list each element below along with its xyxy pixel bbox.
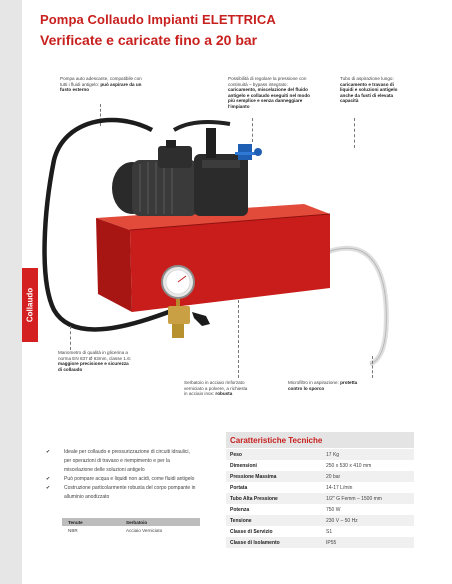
callout-filter-leader bbox=[372, 356, 373, 378]
tank-front bbox=[130, 214, 330, 312]
page-title: Pompa Collaudo Impianti ELETTRICA bbox=[40, 12, 276, 27]
callout-gauge bbox=[58, 350, 132, 372]
spec-value: 20 bar bbox=[326, 473, 341, 480]
feature-line bbox=[44, 457, 226, 466]
spec-label: Portata bbox=[230, 484, 248, 491]
feature-line bbox=[44, 493, 226, 502]
motor-body bbox=[132, 160, 198, 216]
materials-header-seals: Tenute bbox=[68, 519, 83, 525]
callout-gauge-text: Manometro di qualità in glicerina a norma EN 837 Ø 63mm, classe 1.6: bbox=[58, 350, 132, 361]
table-row bbox=[62, 526, 200, 535]
spec-label: Classe di Servizio bbox=[230, 528, 273, 535]
table-row bbox=[226, 493, 414, 504]
specs-table bbox=[226, 449, 414, 548]
spec-label: Tensione bbox=[230, 517, 252, 524]
valve-handle bbox=[192, 312, 210, 326]
regulator-cap bbox=[254, 148, 262, 156]
tank-side bbox=[96, 218, 132, 312]
feature-text: Costruzione particolarmente robusta del corpo pompante in bbox=[64, 485, 196, 491]
feature-text: Può pompare acqua e liquidi non acidi, come fluidi antigelo bbox=[64, 476, 195, 482]
spec-label: Pressione Massima bbox=[230, 473, 277, 480]
feature-list bbox=[44, 448, 226, 502]
table-row bbox=[226, 460, 414, 471]
materials-cell-tank: Acciaio Verniciato bbox=[126, 528, 163, 533]
spec-label: Dimensioni bbox=[230, 462, 257, 469]
feature-line bbox=[44, 448, 226, 457]
table-row bbox=[226, 471, 414, 482]
callout-filter-bold: protetta contro lo sporco bbox=[288, 380, 358, 391]
spec-value: 1/2" G Femm – 1500 mm bbox=[326, 495, 382, 502]
page-subtitle: Verificate e caricate fino a 20 bar bbox=[40, 32, 258, 48]
page-left-border bbox=[0, 0, 22, 584]
callout-pump bbox=[60, 76, 144, 93]
spec-value: 750 W bbox=[326, 506, 341, 513]
materials-header-tank: Serbatoio bbox=[126, 519, 148, 525]
table-row bbox=[226, 449, 414, 460]
table-row bbox=[226, 537, 414, 548]
callout-tank-bold: robusta bbox=[215, 391, 233, 397]
check-icon: ✔ bbox=[46, 485, 51, 491]
callout-gauge-leader bbox=[70, 326, 71, 350]
feature-text: miscelazione delle soluzioni antigelo bbox=[64, 467, 145, 473]
callout-regulator-text: Possibilità di regolare la pressione con continuità – bypass integrato: bbox=[228, 76, 307, 87]
callout-intake-bold: caricamento e travaso di liquidi e soluzioni antigelo anche da fusti di elevata capacità bbox=[340, 81, 398, 104]
spec-value: 14-17 L/min bbox=[326, 484, 353, 491]
check-icon: ✔ bbox=[46, 476, 51, 482]
materials-table bbox=[62, 518, 200, 535]
brass-outlet bbox=[172, 324, 184, 338]
feature-text: alluminio anodizzato bbox=[64, 494, 110, 500]
feature-text: per operazioni di travaso e riempimento e per la bbox=[64, 458, 170, 464]
materials-table-header bbox=[62, 518, 200, 526]
table-row bbox=[226, 526, 414, 537]
pump-head-rib bbox=[202, 160, 240, 168]
callout-filter-text: Microfiltro in aspirazione: bbox=[288, 380, 339, 385]
materials-cell-seals: NBR bbox=[68, 528, 78, 533]
feature-line bbox=[44, 466, 226, 475]
brass-valve bbox=[168, 306, 190, 324]
power-switch bbox=[166, 140, 176, 148]
spec-value: S1 bbox=[326, 528, 333, 535]
spec-label: Classe di Isolamento bbox=[230, 539, 280, 546]
table-row bbox=[226, 515, 414, 526]
callout-tank-text: Serbatoio in acciaio rinforzato verniciato a polvere, a richiesta in acciaio inox: bbox=[184, 380, 248, 397]
callout-tank bbox=[184, 380, 250, 397]
pump-illustration bbox=[34, 100, 404, 370]
carry-handle bbox=[174, 122, 230, 130]
callout-tank-leader bbox=[238, 300, 239, 378]
feature-text: Ideale per collaudo e pressurizzazione di circuiti idraulici, bbox=[64, 449, 190, 455]
callout-gauge-bold: maggiore precisione e sicurezza di collaudo bbox=[58, 361, 129, 372]
spec-value: 17 Kg bbox=[326, 451, 340, 458]
callout-intake-text: Tubo di aspirazione lungo: bbox=[340, 76, 394, 81]
switch-box bbox=[158, 146, 192, 168]
spec-label: Tubo Alta Pressione bbox=[230, 495, 278, 502]
spec-value: 250 x 530 x 410 mm bbox=[326, 462, 372, 469]
feature-line bbox=[44, 475, 226, 484]
specs-title: Caratteristiche Tecniche bbox=[226, 432, 414, 448]
handle-post bbox=[206, 128, 216, 158]
section-tab-label: Collaudo bbox=[25, 287, 35, 323]
regulator-knob-grip bbox=[235, 152, 255, 155]
callout-regulator-bold: caricamento, miscelazione del fluido antigelo e collaudo eseguiti nel modo più semplice e senza danneggiare l'impianto bbox=[228, 87, 310, 109]
feature-line bbox=[44, 484, 226, 493]
spec-value: 230 V – 50 Hz bbox=[326, 517, 358, 524]
callout-pump-text: Pompa auto adescante, compatibile con tutti i fluidi antigelo: bbox=[60, 76, 142, 87]
check-icon: ✔ bbox=[46, 449, 51, 455]
table-row bbox=[226, 504, 414, 515]
callout-pump-bold: può aspirare da un fusto esterno bbox=[60, 81, 142, 93]
spec-label: Potenza bbox=[230, 506, 250, 513]
spec-value: IP55 bbox=[326, 539, 337, 546]
spec-label: Peso bbox=[230, 451, 242, 458]
callout-filter bbox=[288, 380, 370, 391]
table-row bbox=[226, 482, 414, 493]
